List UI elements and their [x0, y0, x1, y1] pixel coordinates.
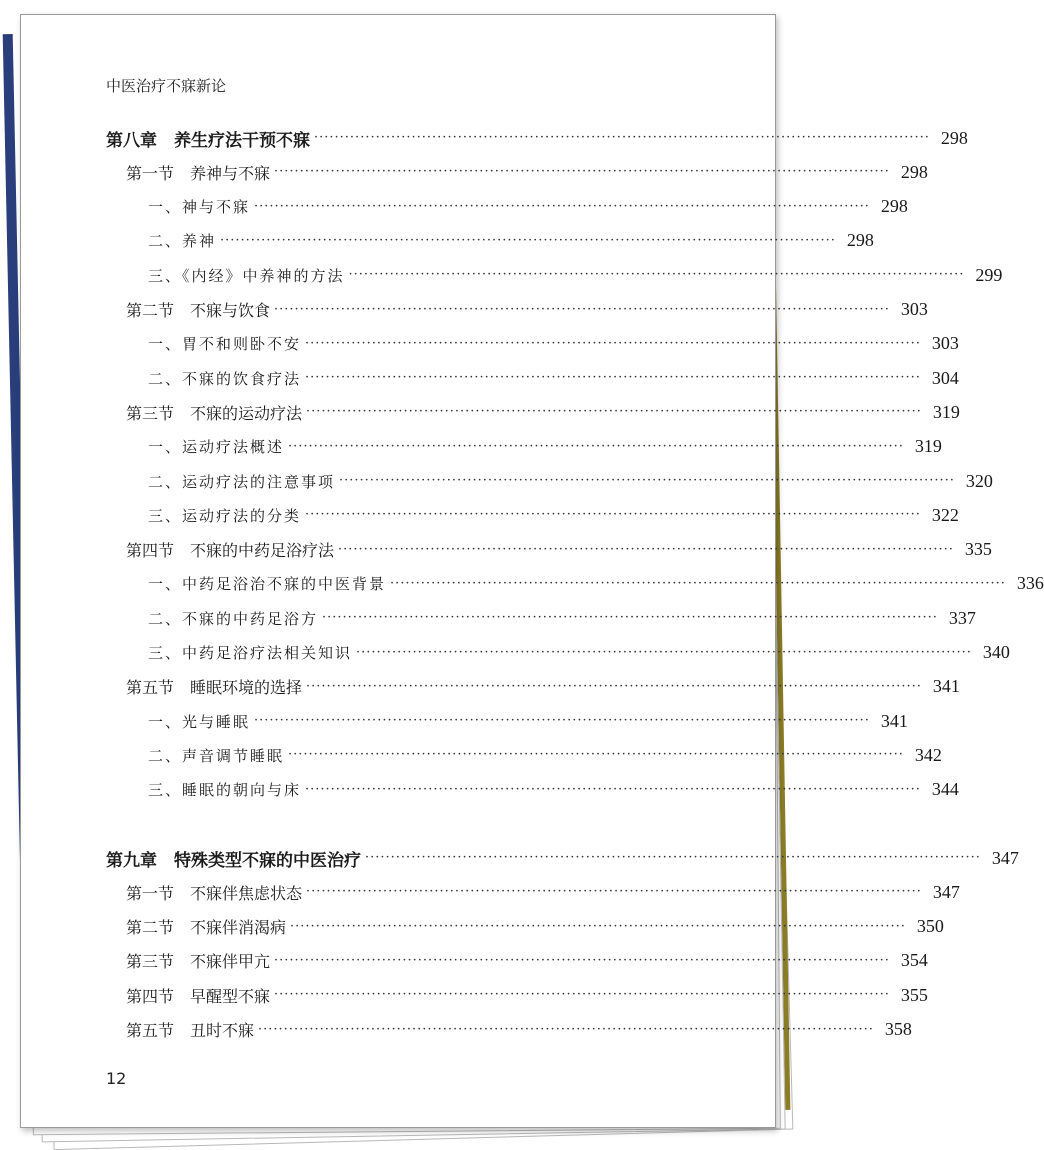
toc-entry-title: 第二节 不寐与饮食	[126, 301, 271, 320]
toc-entry-title: 二、不寐的中药足浴方	[148, 609, 319, 628]
toc-item-row	[21, 329, 959, 359]
dot-leader: ························································································································	[314, 130, 930, 145]
dot-leader: ························································································································	[274, 164, 890, 180]
toc-entry-title: 二、声音调节睡眠	[148, 746, 285, 765]
toc-entry-page: 298	[900, 161, 928, 182]
dot-leader: ························································································································	[306, 678, 922, 694]
dot-leader: ························································································································	[254, 713, 870, 729]
toc-item-row	[21, 638, 1010, 668]
toc-entry-page: 320	[965, 470, 993, 491]
toc-item-row	[21, 569, 1044, 599]
toc-entry-title: 第三节 不寐的运动疗法	[126, 403, 303, 423]
dot-leader: ························································································································	[254, 198, 870, 214]
dot-leader: ························································································································	[274, 952, 890, 968]
toc-section-row	[21, 980, 928, 1010]
toc-item-row	[21, 603, 976, 633]
toc-item-row	[21, 740, 942, 770]
toc-entry-page: 342	[914, 744, 942, 765]
dot-leader: ························································································································	[356, 644, 972, 660]
page-number: 12	[106, 1069, 127, 1088]
book-page	[20, 14, 1044, 1128]
dot-leader: ························································································································	[288, 438, 904, 454]
dot-leader: ························································································································	[306, 884, 922, 900]
toc-entry-title: 二、养神	[148, 232, 217, 251]
toc-item-row	[21, 775, 959, 805]
dot-leader: ························································································································	[348, 267, 965, 283]
toc-entry-title: 三、睡眠的朝向与床	[148, 781, 302, 800]
toc-entry-page: 322	[931, 504, 959, 525]
toc-section-row	[21, 877, 960, 907]
toc-entry-title: 二、运动疗法的注意事项	[148, 472, 336, 491]
toc-item-row	[21, 226, 874, 256]
dot-leader: ························································································································	[274, 987, 890, 1003]
toc-entry-page: 340	[982, 642, 1010, 662]
toc-entry-page: 319	[932, 401, 960, 422]
dot-leader: ························································································································	[290, 918, 906, 934]
toc-item-row	[21, 706, 908, 736]
dot-leader: ························································································································	[390, 575, 1006, 591]
toc-entry-page: 341	[880, 710, 908, 731]
toc-entry-title: 一、胃不和则卧不安	[148, 335, 302, 354]
toc-entry-page: 303	[900, 299, 928, 319]
toc-entry-title: 第一节 不寐伴焦虑状态	[126, 883, 303, 903]
toc-section-row	[21, 535, 992, 565]
toc-entry-title: 第八章 养生疗法干预不寐	[106, 130, 310, 151]
toc-entry-page: 298	[940, 127, 968, 148]
dot-leader: ························································································································	[339, 473, 955, 488]
toc-section-row	[21, 912, 944, 942]
toc-entry-page: 355	[900, 984, 928, 1005]
toc-entry-title: 第五节 睡眠环境的选择	[126, 678, 303, 698]
toc-item-row	[21, 192, 908, 222]
toc-entry-page: 358	[884, 1019, 912, 1039]
toc-entry-title: 一、运动疗法概述	[148, 438, 285, 457]
toc-entry-title: 第二节 不寐伴消渴病	[126, 918, 287, 938]
toc-entry-page: 298	[880, 196, 908, 217]
toc-entry-title: 一、光与睡眠	[148, 712, 251, 731]
toc-entry-page: 298	[846, 230, 874, 251]
dot-leader: ························································································································	[306, 404, 922, 420]
toc-entry-title: 三、中药足浴疗法相关知识	[148, 644, 353, 662]
toc-entry-title: 第四节 不寐的中药足浴疗法	[126, 541, 335, 561]
dot-leader: ························································································································	[365, 850, 981, 865]
dot-leader: ························································································································	[305, 781, 921, 797]
dot-leader: ························································································································	[288, 747, 904, 763]
toc-entry-page: 335	[964, 539, 992, 560]
toc-entry-page: 304	[931, 367, 959, 388]
toc-entry-title: 第九章 特殊类型不寐的中医治疗	[106, 850, 361, 871]
toc-section-row	[21, 397, 960, 427]
toc-entry-title: 一、神与不寐	[148, 198, 251, 217]
dot-leader: ························································································································	[274, 301, 890, 317]
toc-section-row	[21, 946, 928, 976]
dot-leader: ························································································································	[305, 507, 921, 523]
toc-section-row	[21, 672, 960, 702]
toc-entry-page: 336	[1016, 573, 1044, 594]
toc-entry-page: 354	[900, 950, 928, 971]
toc-section-row	[21, 295, 928, 325]
toc-entry-title: 三、运动疗法的分类	[148, 506, 302, 525]
dot-leader: ························································································································	[258, 1021, 874, 1037]
toc-entry-page: 347	[991, 847, 1019, 868]
toc-entry-page: 319	[914, 436, 942, 457]
toc-item-row	[21, 432, 942, 462]
toc-entry-title: 三、《内经》中养神的方法	[148, 266, 345, 285]
toc-entry-page: 303	[931, 333, 959, 354]
toc-entry-page: 347	[932, 881, 960, 902]
dot-leader: ························································································································	[322, 610, 938, 626]
toc-chapter-row	[21, 843, 1019, 873]
toc-entry-page: 344	[931, 779, 959, 800]
toc-item-row	[21, 466, 993, 496]
toc-entry-title: 二、不寐的饮食疗法	[148, 369, 302, 388]
toc-entry-title: 第五节 丑时不寐	[126, 1021, 255, 1040]
dot-leader: ························································································································	[305, 335, 921, 351]
toc-item-row	[21, 363, 959, 393]
toc-section-row	[21, 1015, 912, 1045]
toc-entry-title: 一、中药足浴治不寐的中医背景	[148, 575, 387, 594]
toc-entry-title: 第三节 不寐伴甲亢	[126, 952, 271, 972]
toc-entry-page: 350	[916, 916, 944, 937]
toc-item-row	[21, 500, 959, 530]
dot-leader: ························································································································	[305, 370, 921, 386]
dot-leader: ························································································································	[338, 541, 954, 557]
toc-entry-title: 第四节 早醒型不寐	[126, 986, 271, 1006]
toc-entry-page: 341	[932, 676, 960, 697]
toc-item-row	[21, 260, 1003, 290]
running-header: 中医治疗不寐新论	[106, 77, 227, 95]
toc-entry-page: 299	[975, 264, 1003, 285]
toc-section-row	[21, 157, 928, 187]
toc-entry-title: 第一节 养神与不寐	[126, 163, 271, 183]
dot-leader: ························································································································	[220, 232, 836, 248]
toc-entry-page: 337	[948, 607, 976, 628]
toc-chapter-row	[21, 123, 968, 153]
